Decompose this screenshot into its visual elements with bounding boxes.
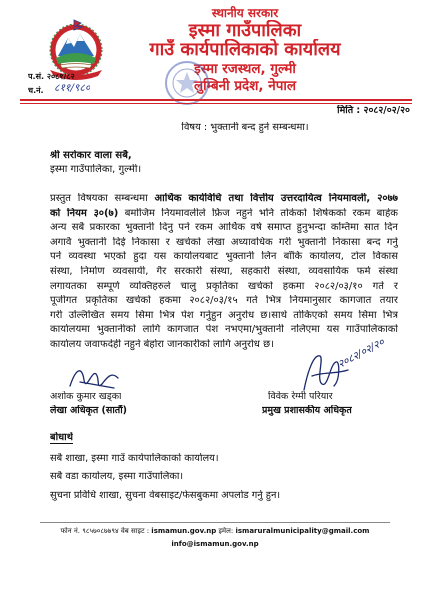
body-line: पूजीगत प्रकृतिका खर्चको हकमा २०८२/०३/१५ गते भित्र नियमानुसार कागजात तयार	[50, 295, 398, 307]
nepal-emblem-icon	[38, 18, 114, 80]
body-line: अन्य सबै प्रकारका भुक्तानी दिनु पर्ने रकम आर्थिक वर्ष समाप्त हुनुभन्दा कम्तिमा सात दिन	[50, 222, 398, 234]
municipality-name: इस्मा गाउँपालिका	[188, 20, 302, 41]
body-line: पर्ने व्यवस्था भएको हुदा यस कार्यालयबाट भुक्तानी लिन बाँकि कार्यालय, टोल विकास	[50, 251, 398, 263]
body-line: कार्यालय जवाफदेही नहुने बेहोरा जानकारीको लागि अनुरोध छ।	[50, 339, 274, 350]
body-text-bold: आर्थिक कार्यविधि तथा वित्तीय उत्तरदायित्व नियमावली, २०७७	[154, 193, 398, 204]
body-text-bold: को नियम ३०(७)	[50, 207, 119, 219]
body-text: प्रस्तुत विषयका सम्बन्धमा	[50, 193, 155, 204]
letter-date: मिति : २०८२/०२/२०	[337, 105, 410, 116]
footer-rule	[40, 522, 390, 523]
letterhead-rule	[20, 99, 412, 101]
body-line	[50, 208, 398, 223]
addressee-line-1: श्री सरोकार वाला सबै,	[50, 150, 132, 161]
body-text: बमोजिम नियमावलीले फ्रिज नहुने भनि तोकेको शिर्षकको रकम बाहेक	[118, 207, 398, 219]
cc-heading-text: बोधार्थ	[50, 432, 73, 443]
body-line: अगावै भुक्तानी दिई निकासा र खर्चको लेखा अध्यावधिक गरी भुक्तानी निकासा बन्द गर्नु	[50, 236, 398, 248]
signatory-1-name: अशोक कुमार खड्का	[50, 391, 122, 402]
chalani-number-handwritten: ८११/९८०	[54, 82, 91, 94]
website-text: ismamun.gov.np	[151, 527, 217, 535]
signatory-1-title: लेखा अधिकृत (सातौं)	[50, 405, 128, 416]
signatory-2-title: प्रमुख प्रशासकीय अधिकृत	[262, 405, 352, 416]
handwritten-date: २०८२/०२/२०	[336, 336, 387, 371]
office-address: इस्मा रजस्थल, गुल्मी	[194, 61, 296, 77]
website-label: वेब साइट :	[120, 527, 150, 535]
phone-label: फोन नं.	[60, 527, 80, 535]
cc-item: सबै शाखा, इस्मा गाउँ कार्यपालिकाको कार्यालय।	[50, 453, 219, 464]
letterhead-rule-thin	[20, 103, 412, 104]
subject-text: विषय : भुक्तानी बन्द हुने सम्बन्धमा।	[181, 122, 309, 133]
cc-item: सुचना प्रविधि शाखा, सुचना वेबसाइट/फेसबुकमा अपलोड गर्नु हुन।	[50, 490, 281, 501]
province-name: लुम्बिनी प्रदेश, नेपाल	[193, 78, 297, 94]
cc-item: सबै वडा कार्यालय, इस्मा गाउँपालिका।	[50, 471, 184, 482]
chalani-label: च.नं.	[28, 86, 44, 95]
addressee-line-2: इस्मा गाउँपालिका, गुल्मी।	[50, 164, 142, 175]
body-line: संस्था, निर्माण व्यवसायी, गैर सरकारी संस्था, सहकारी संस्था, व्यवसायिक फर्म संस्था	[50, 266, 398, 277]
body-line	[50, 193, 398, 208]
patra-sankhya: प.सं. २०८१/८२	[28, 72, 75, 81]
email-label: इमेल:	[218, 527, 234, 535]
email-text: ismaruralmunicipality@gmail.com	[235, 527, 370, 535]
subject-line	[140, 122, 350, 134]
phone-number: ९८५७०८७७९४	[82, 527, 119, 535]
govt-label: स्थानीय सरकार	[211, 6, 279, 20]
signatory-2-name: विवेक रेग्मी परियार	[268, 391, 333, 402]
footer-email-secondary: info@ismamun.gov.np	[171, 540, 259, 548]
footer-contact-line	[20, 527, 410, 536]
body-line: कार्यालयमा भुक्तानीको लागि कागजात पेश नभएमा/भुक्तानी नलिएमा यस गाउँपालिकाको	[50, 324, 398, 336]
office-name: गाउँ कार्यपालिकाको कार्यालय	[149, 39, 341, 60]
cc-heading	[50, 432, 73, 444]
body-line: गरी उल्लिखित समय सिमा भित्र पेश गर्नुहुन अनुरोध छ।सार्थ तोकिएको समय सिमा भित्र	[50, 309, 398, 321]
body-line: लगायतका सम्पूर्ण व्यक्तिहरुले चालु प्रकृतिका खर्चको हकमा २०८२/०३/१० गते र	[50, 280, 398, 292]
